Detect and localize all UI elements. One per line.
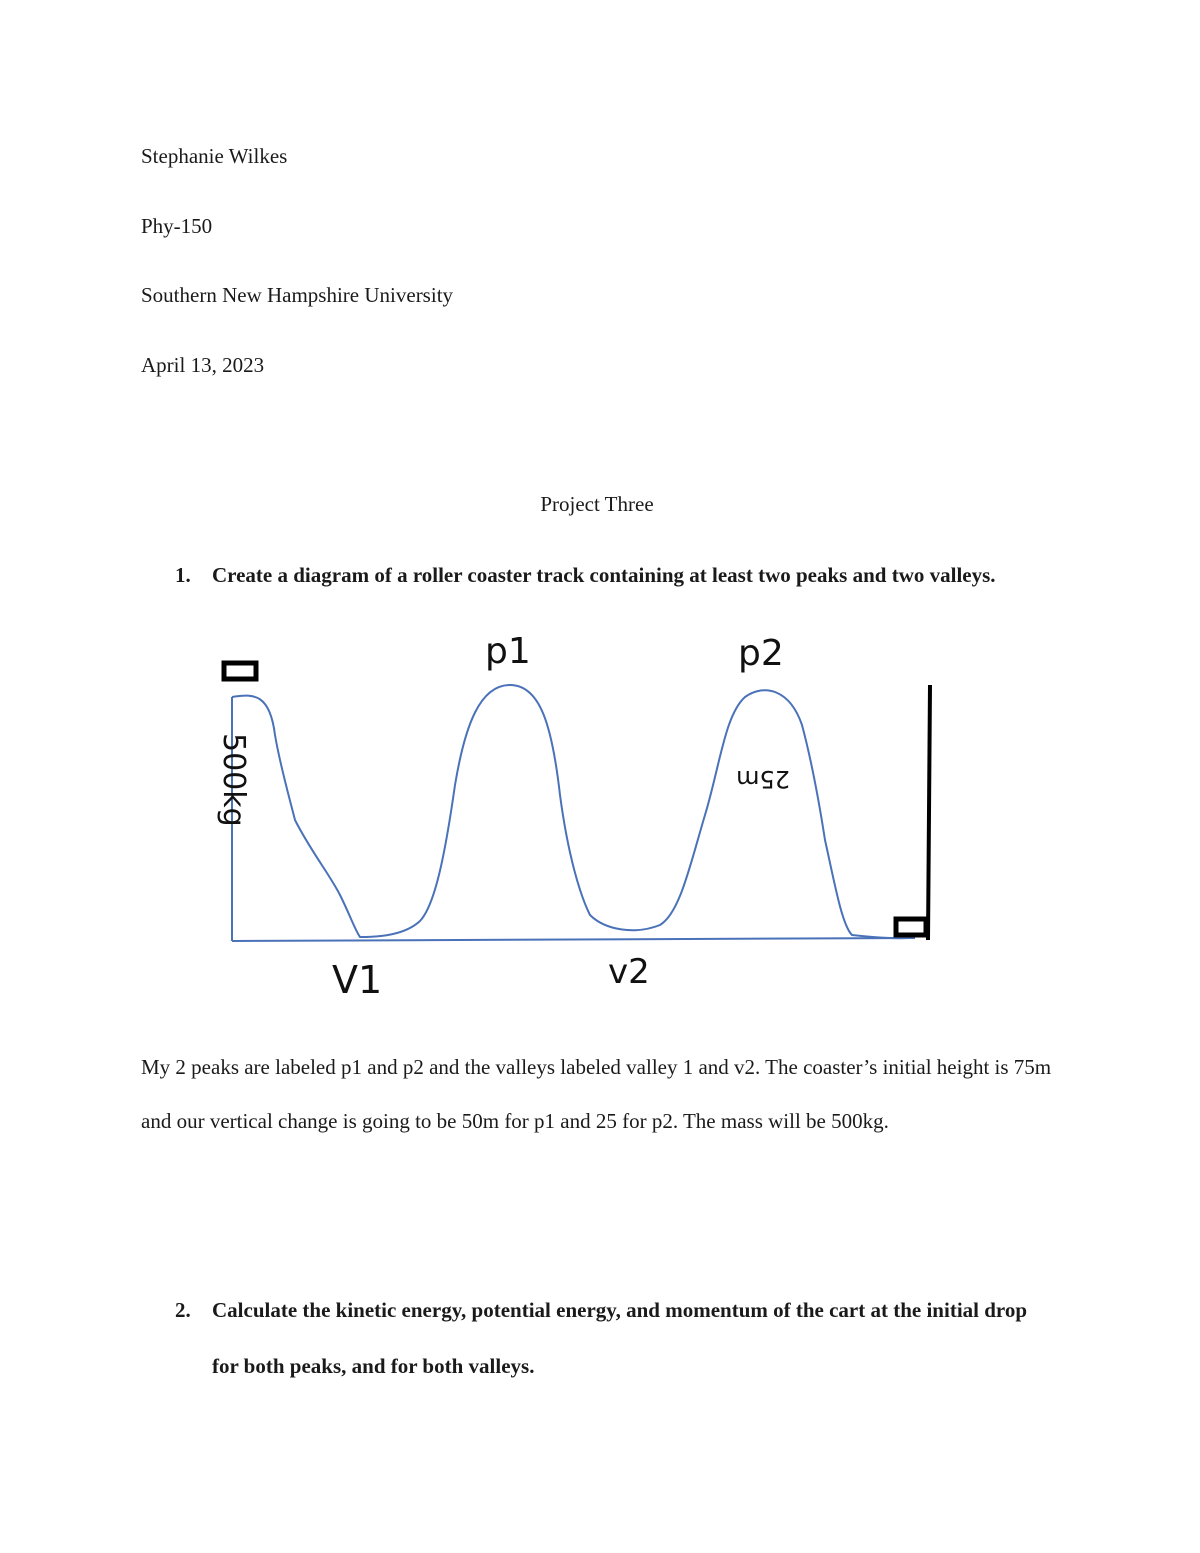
coaster-track xyxy=(232,685,908,938)
label-height: 25m xyxy=(736,765,790,793)
label-p2: p2 xyxy=(738,633,784,674)
label-v2: v2 xyxy=(608,952,650,992)
label-v1: V1 xyxy=(332,958,383,1002)
course-code: Phy-150 xyxy=(141,214,213,238)
document-date: April 13, 2023 xyxy=(141,353,265,377)
end-cart-icon xyxy=(896,919,926,935)
label-mass: 500kg xyxy=(216,733,251,827)
label-p1: p1 xyxy=(485,631,531,672)
ground-line xyxy=(232,938,915,941)
document-title: Project Three xyxy=(540,492,654,516)
question-2-text: Calculate the kinetic energy, potential energy, and momentum of the cart at the initial drop for both peaks, and for both valleys. xyxy=(212,1298,1028,1378)
description-paragraph: My 2 peaks are labeled p1 and p2 and the valleys labeled valley 1 and v2. The coaster’s initial height is 75m and our vertical change is going to be 50m for p1 and 25 for p2. The mass will be 500kg. xyxy=(141,1055,1052,1133)
question-1-text: Create a diagram of a roller coaster track containing at least two peaks and two valleys. xyxy=(212,563,996,587)
roller-coaster-diagram xyxy=(180,625,960,1010)
question-2-number: 2. xyxy=(175,1298,191,1322)
author-name: Stephanie Wilkes xyxy=(141,144,288,168)
school-name: Southern New Hampshire University xyxy=(141,283,454,307)
question-1-number: 1. xyxy=(175,563,191,587)
end-pole xyxy=(928,685,930,940)
question-2 xyxy=(175,1282,1035,1394)
start-cart-icon xyxy=(224,663,256,679)
